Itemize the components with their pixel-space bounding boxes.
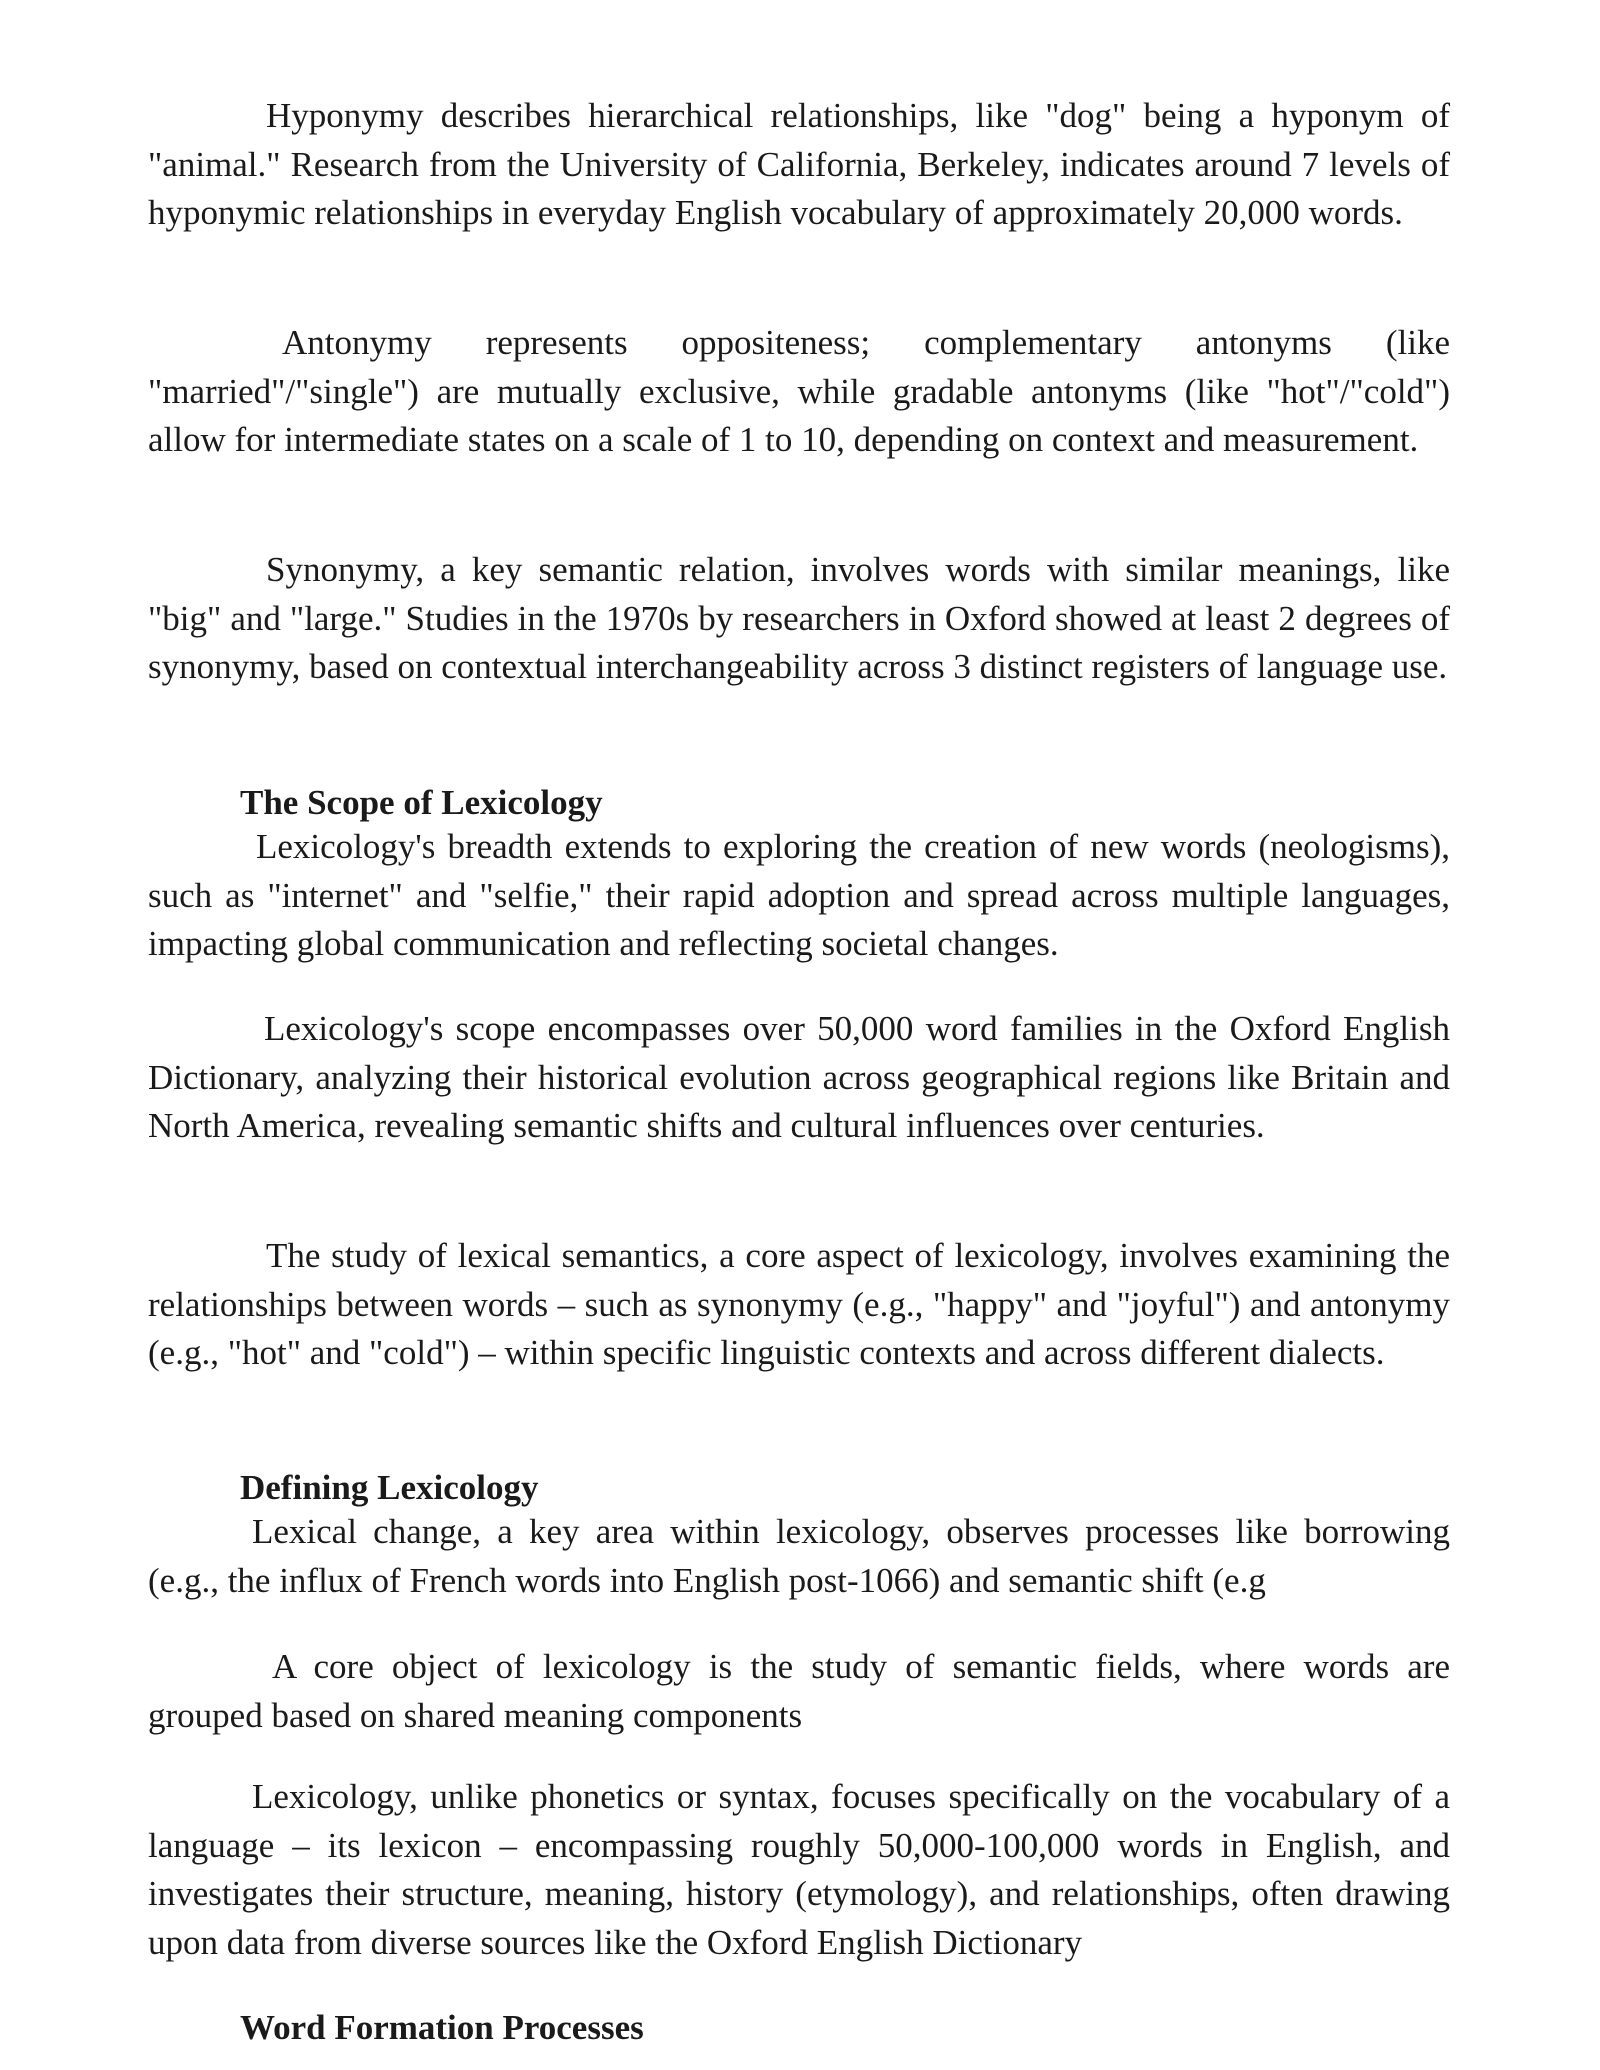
heading-word-formation-processes: Word Formation Processes xyxy=(240,2008,644,2047)
paragraph-lexical-semantics: The study of lexical semantics, a core aspect of lexicology, involves examining the relationships between words – such as synonymy (e.g., "happy" and "joyful") and antonymy (e.g., "hot" and "cold") – within specific linguistic contexts and across different dialects. xyxy=(148,1236,1450,1372)
paragraph-semantic-fields: A core object of lexicology is the study of semantic fields, where words are grouped based on shared meaning components xyxy=(148,1647,1450,1735)
paragraph-word-families: Lexicology's scope encompasses over 50,000 word families in the Oxford English Dictionary, analyzing their historical evolution across geographical regions like Britain and North America, revealing semantic shifts and cultural influences over centuries. xyxy=(148,1009,1450,1145)
paragraph-synonymy: Synonymy, a key semantic relation, involves words with similar meanings, like "big" and "large." Studies in the 1970s by researchers in Oxford showed at least 2 degrees of synonymy, based on contextual interchangeability across 3 distinct registers of language use. xyxy=(148,550,1450,686)
paragraph-lexicology-vocabulary: Lexicology, unlike phonetics or syntax, focuses specifically on the vocabulary of a language – its lexicon – encompassing roughly 50,000-100,000 words in English, and investigates their structure, meaning, history (etymology), and relationships, often drawing upon data from diverse sources like the Oxford English Dictionary xyxy=(148,1777,1450,1962)
paragraph-hyponymy: Hyponymy describes hierarchical relationships, like "dog" being a hyponym of "animal." Research from the University of California, Berkeley, indicates around 7 levels of hyponymic relationships in everyday English vocabulary of approximately 20,000 words. xyxy=(148,96,1450,232)
paragraph-neologisms: Lexicology's breadth extends to exploring the creation of new words (neologisms), such as "internet" and "selfie," their rapid adoption and spread across multiple languages, impacting global communication and reflecting societal changes. xyxy=(148,827,1450,963)
paragraph-lexical-change: Lexical change, a key area within lexicology, observes processes like borrowing (e.g., the influx of French words into English post-1066) and semantic shift (e.g xyxy=(148,1512,1450,1600)
paragraph-antonymy: Antonymy represents oppositeness; complementary antonyms (like "married"/"single") are mutually exclusive, while gradable antonyms (like "hot"/"cold") allow for intermediate states on a scale of 1 to 10, depending on context and measurement. xyxy=(148,323,1450,459)
heading-defining-lexicology: Defining Lexicology xyxy=(240,1468,539,1507)
heading-scope-of-lexicology: The Scope of Lexicology xyxy=(240,783,603,822)
